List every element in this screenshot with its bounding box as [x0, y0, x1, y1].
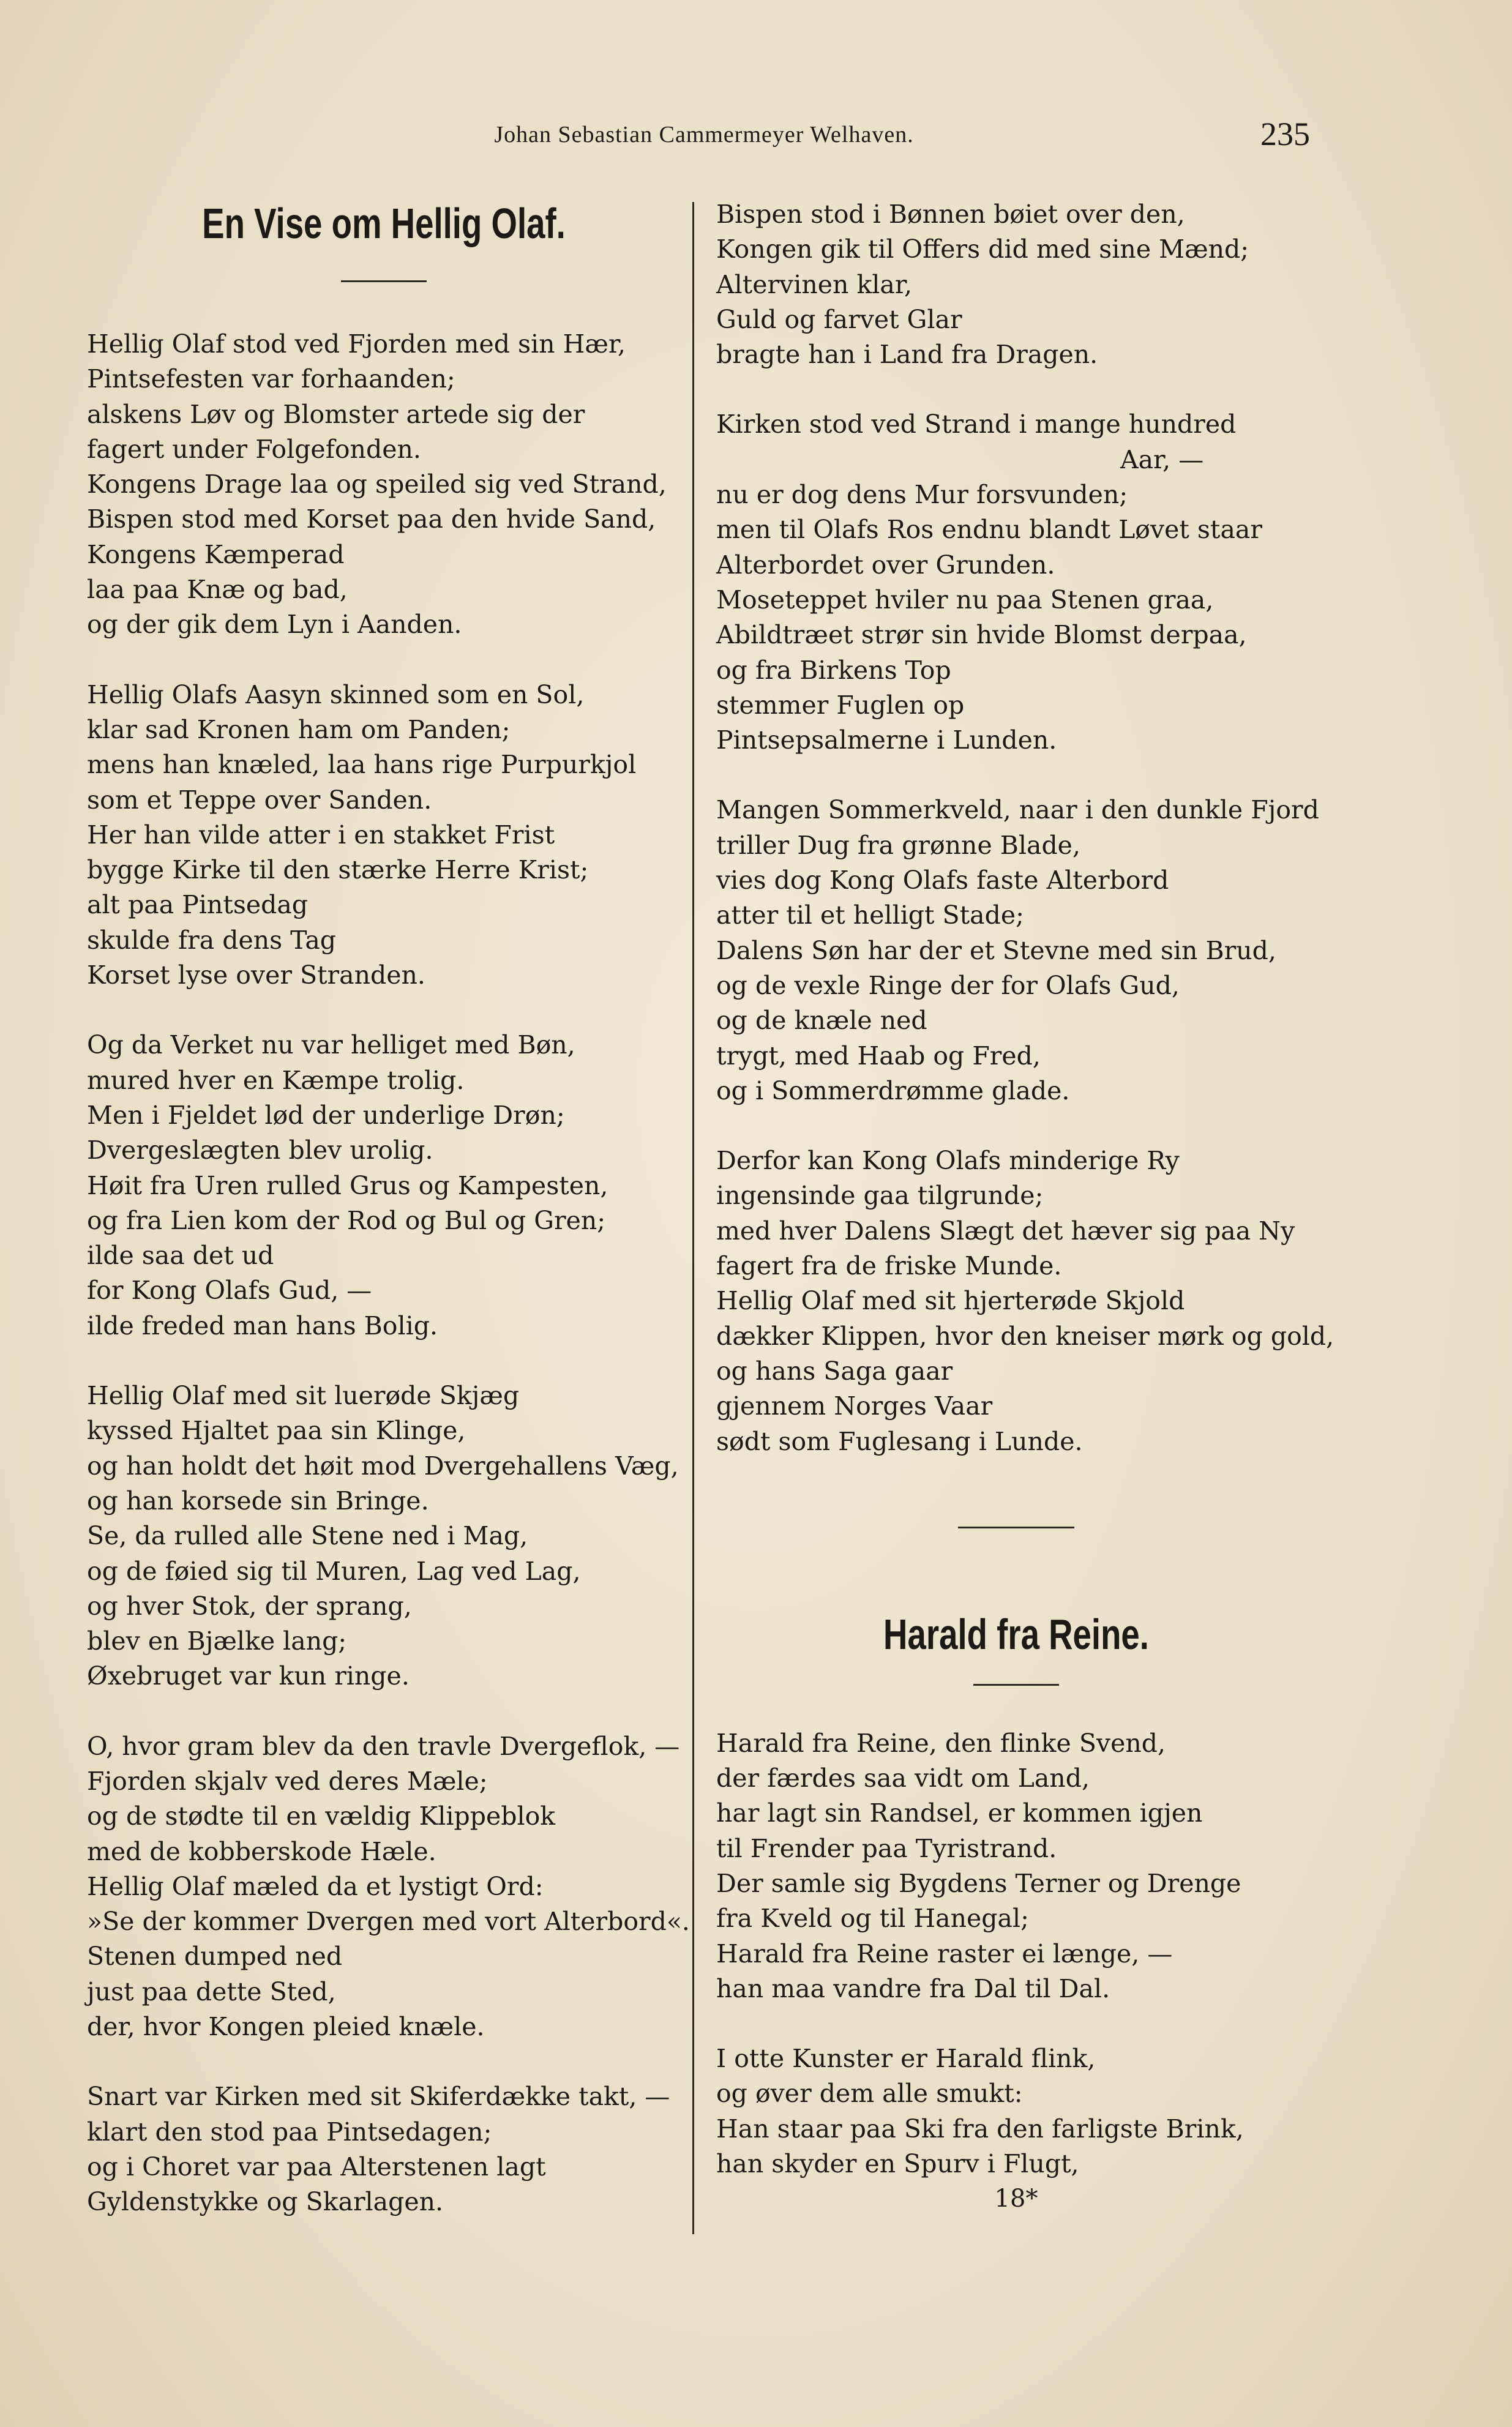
verse-line: Harald fra Reine raster ei længe, — — [716, 1939, 1173, 1969]
poem-title-harald-fra-reine: Harald fra Reine. — [883, 1610, 1149, 1658]
verse-line: Stenen dumped ned — [87, 1942, 343, 1972]
harald-stanza-2 — [716, 2041, 1316, 2182]
verse-line: Der samle sig Bygdens Terner og Drenge — [716, 1868, 1241, 1898]
poem-separator-rule — [958, 1527, 1074, 1528]
verse-line: skulde fra dens Tag — [87, 925, 337, 955]
verse-line: ilde saa det ud — [87, 1241, 274, 1271]
verse-line: bygge Kirke til den stærke Herre Krist; — [87, 855, 589, 885]
stanza-2 — [87, 678, 681, 993]
verse-line: og de føied sig til Muren, Lag ved Lag, — [87, 1556, 581, 1586]
verse-line: for Kong Olafs Gud, — — [87, 1276, 372, 1306]
verse-line: Korset lyse over Stranden. — [87, 960, 425, 990]
verse-line: fagert fra de friske Munde. — [716, 1251, 1062, 1281]
running-head: Johan Sebastian Cammermeyer Welhaven. — [494, 122, 914, 148]
verse-line: Mangen Sommerkveld, naar i den dunkle Fjord — [716, 795, 1319, 825]
verse-line: Hellig Olafs Aasyn skinned som en Sol, — [87, 679, 585, 709]
verse-line: O, hvor gram blev da den travle Dvergeflok, — — [87, 1731, 680, 1761]
verse-line-continuation: Aar, — — [1120, 444, 1204, 474]
verse-line: Gyldenstykke og Skarlagen. — [87, 2187, 444, 2217]
verse-line: Fjorden skjalv ved deres Mæle; — [87, 1766, 488, 1796]
verse-line: »Se der kommer Dvergen med vort Alterbord«. — [87, 1907, 690, 1937]
verse-line: og de stødte til en vældig Klippeblok — [87, 1801, 556, 1831]
verse-line: Kongens Kæmperad — [87, 539, 345, 569]
verse-line: klar sad Kronen ham om Panden; — [87, 714, 511, 744]
verse-line: Bispen stod i Bønnen bøiet over den, — [716, 200, 1185, 229]
verse-line: Guld og farvet Glar — [716, 304, 962, 334]
verse-line: som et Teppe over Sanden. — [87, 785, 432, 815]
verse-line: klart den stod paa Pintsedagen; — [87, 2117, 492, 2147]
verse-line: Hellig Olaf stod ved Fjorden med sin Hær, — [87, 329, 626, 359]
stanza-8 — [716, 407, 1316, 758]
signature-mark: 18* — [994, 2185, 1038, 2213]
verse-line: Kongen gik til Offers did med sine Mænd; — [716, 234, 1249, 264]
verse-line: Her han vilde atter i en stakket Frist — [87, 820, 555, 850]
verse-line: med hver Dalens Slægt det hæver sig paa Ny — [716, 1216, 1295, 1246]
verse-line: og øver dem alle smukt: — [716, 2079, 1023, 2109]
verse-line: alskens Løv og Blomster artede sig der — [87, 399, 585, 429]
verse-line: bragte han i Land fra Dragen. — [716, 340, 1098, 370]
stanza-3 — [87, 1028, 681, 1344]
verse-line: ingensinde gaa tilgrunde; — [716, 1181, 1044, 1211]
verse-line: Snart var Kirken med sit Skiferdække takt, — — [87, 2082, 670, 2112]
verse-line: og i Sommerdrømme glade. — [716, 1075, 1070, 1105]
verse-line: Dvergeslægten blev urolig. — [87, 1135, 433, 1165]
left-column — [87, 196, 690, 2220]
verse-line: Kongens Drage laa og speiled sig ved Strand, — [87, 469, 667, 499]
verse-line: Men i Fjeldet lød der underlige Drøn; — [87, 1100, 565, 1130]
verse-line: Pintsefesten var forhaanden; — [87, 364, 455, 394]
page-number: 235 — [1260, 116, 1310, 152]
column-divider — [692, 202, 694, 2234]
right-column — [716, 197, 1334, 2217]
verse-line: Pintsepsalmerne i Lunden. — [716, 725, 1057, 755]
verse-line: og der gik dem Lyn i Aanden. — [87, 610, 462, 640]
verse-line: Høit fra Uren rulled Grus og Kampesten, — [87, 1170, 608, 1200]
verse-line: Hellig Olaf med sit hjerterøde Skjold — [716, 1286, 1185, 1316]
verse-line: I otte Kunster er Harald flink, — [716, 2044, 1096, 2074]
verse-line: Moseteppet hviler nu paa Stenen graa, — [716, 585, 1214, 615]
verse-line: og hans Saga gaar — [716, 1356, 953, 1386]
stanza-7 — [716, 197, 1316, 372]
stanza-9 — [716, 793, 1319, 1109]
verse-line: Harald fra Reine, den flinke Svend, — [716, 1728, 1166, 1758]
harald-stanza-1 — [716, 1726, 1316, 2006]
verse-line: atter til et helligt Stade; — [716, 900, 1024, 930]
verse-line: og han korsede sin Bringe. — [87, 1486, 429, 1516]
stanza-1 — [87, 327, 681, 643]
verse-line: men til Olafs Ros endnu blandt Løvet staar — [716, 515, 1262, 545]
verse-line: mured hver en Kæmpe trolig. — [87, 1065, 465, 1095]
verse-line: ilde freded man hans Bolig. — [87, 1311, 438, 1341]
verse-line: triller Dug fra grønne Blade, — [716, 830, 1080, 860]
verse-line: Bispen stod med Korset paa den hvide Sand, — [87, 504, 656, 534]
verse-line: han skyder en Spurv i Flugt, — [716, 2149, 1079, 2179]
verse-line: dækker Klippen, hvor den kneiser mørk og gold, — [716, 1321, 1334, 1351]
poem-title-hellig-olaf: En Vise om Hellig Olaf. — [202, 200, 566, 247]
verse-line: til Frender paa Tyristrand. — [716, 1833, 1057, 1863]
verse-line: og de knæle ned — [716, 1006, 927, 1036]
stanza-5 — [87, 1729, 690, 2045]
verse-line: Øxebruget var kun ringe. — [87, 1661, 410, 1691]
verse-line: og fra Birkens Top — [716, 655, 951, 685]
title-rule — [973, 1684, 1059, 1686]
verse-line: Hellig Olaf med sit luerøde Skjæg — [87, 1381, 520, 1411]
verse-line: mens han knæled, laa hans rige Purpurkjol — [87, 750, 637, 780]
verse-line: blev en Bjælke lang; — [87, 1626, 347, 1656]
verse-line: han maa vandre fra Dal til Dal. — [716, 1973, 1110, 2003]
verse-line: alt paa Pintsedag — [87, 890, 309, 920]
verse-line: Abildtræet strør sin hvide Blomst derpaa, — [716, 620, 1247, 650]
stanza-6 — [87, 2079, 681, 2219]
verse-line: og hver Stok, der sprang, — [87, 1591, 412, 1621]
verse-line: kyssed Hjaltet paa sin Klinge, — [87, 1416, 466, 1446]
verse-line: trygt, med Haab og Fred, — [716, 1041, 1041, 1071]
verse-line: Kirken stod ved Strand i mange hundred — [716, 409, 1237, 439]
verse-line: og han holdt det høit mod Dvergehallens Væg, — [87, 1451, 679, 1481]
verse-line: fagert under Folgefonden. — [87, 434, 421, 464]
verse-line: Derfor kan Kong Olafs minderige Ry — [716, 1146, 1180, 1176]
verse-line: gjennem Norges Vaar — [716, 1391, 993, 1421]
verse-line: fra Kveld og til Hanegal; — [716, 1904, 1029, 1934]
verse-line: nu er dog dens Mur forsvunden; — [716, 480, 1128, 510]
verse-line: og de vexle Ringe der for Olafs Gud, — [716, 970, 1180, 1000]
verse-line: og i Choret var paa Alterstenen lagt — [87, 2152, 546, 2182]
verse-line: stemmer Fuglen op — [716, 690, 965, 720]
verse-line: Altervinen klar, — [716, 269, 912, 299]
verse-line: Alterbordet over Grunden. — [716, 550, 1055, 580]
verse-line: har lagt sin Randsel, er kommen igjen — [716, 1798, 1203, 1828]
verse-line: Dalens Søn har der et Stevne med sin Brud, — [716, 935, 1276, 965]
verse-line: vies dog Kong Olafs faste Alterbord — [716, 866, 1169, 896]
verse-line: med de kobberskode Hæle. — [87, 1836, 436, 1866]
verse-line: Hellig Olaf mæled da et lystigt Ord: — [87, 1871, 544, 1901]
verse-line: og fra Lien kom der Rod og Bul og Gren; — [87, 1205, 606, 1235]
verse-line: Og da Verket nu var helliget med Bøn, — [87, 1030, 575, 1060]
verse-line: Han staar paa Ski fra den farligste Brink, — [716, 2114, 1244, 2144]
stanza-4 — [87, 1378, 681, 1694]
title-rule — [341, 280, 427, 282]
verse-line: laa paa Knæ og bad, — [87, 575, 348, 605]
verse-line: sødt som Fuglesang i Lunde. — [716, 1426, 1083, 1456]
verse-line: Se, da rulled alle Stene ned i Mag, — [87, 1521, 528, 1551]
verse-line: just paa dette Sted, — [87, 1976, 336, 2006]
stanza-10 — [716, 1143, 1334, 1459]
verse-line: der, hvor Kongen pleied knæle. — [87, 2012, 485, 2042]
verse-line: der færdes saa vidt om Land, — [716, 1763, 1090, 1793]
